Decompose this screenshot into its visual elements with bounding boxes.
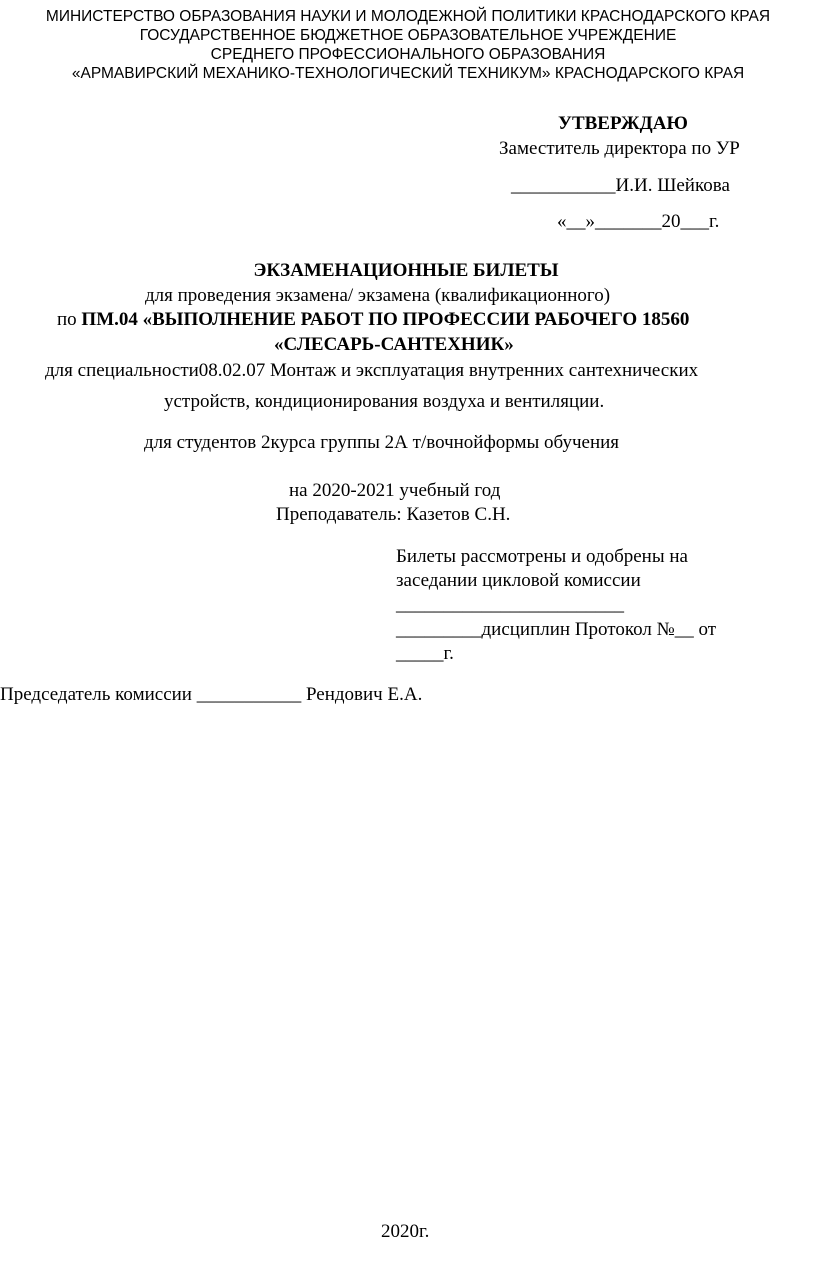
- exam-purpose: для проведения экзамена/ экзамена (квалификационного): [145, 285, 611, 306]
- module-prefix: по: [57, 309, 82, 330]
- chairman-line: Председатель комиссии ___________ Рендович Е.А.: [0, 684, 423, 705]
- approval-position: Заместитель директора по УР: [499, 138, 740, 159]
- specialty-line-1: для специальности08.02.07 Монтаж и эксплуатация внутренних сантехнических: [45, 360, 699, 381]
- approval-date: «__»_______20___г.: [557, 211, 720, 232]
- students-line: для студентов 2курса группы 2А т/вочнойформы обучения: [144, 432, 620, 453]
- commission-line-5: _____г.: [396, 643, 454, 664]
- teacher-line: Преподаватель: Казетов С.Н.: [276, 504, 511, 525]
- module-line-1: [57, 308, 689, 332]
- commission-line-1: Билеты рассмотрены и одобрены на: [396, 546, 688, 567]
- commission-line-3: ________________________: [396, 594, 624, 615]
- header-line-4: «АРМАВИРСКИЙ МЕХАНИКО-ТЕХНОЛОГИЧЕСКИЙ ТЕХНИКУМ» КРАСНОДАРСКОГО КРАЯ: [71, 65, 745, 82]
- header-line-3: СРЕДНЕГО ПРОФЕССИОНАЛЬНОГО ОБРАЗОВАНИЯ: [210, 46, 606, 63]
- exam-title: [0, 259, 816, 283]
- commission-line-4: _________дисциплин Протокол №__ от: [396, 619, 717, 640]
- exam-title-text: ЭКЗАМЕНАЦИОННЫЕ БИЛЕТЫ: [253, 260, 559, 281]
- module-line-2: «СЛЕСАРЬ-САНТЕХНИК»: [274, 334, 514, 355]
- header-line-1: МИНИСТЕРСТВО ОБРАЗОВАНИЯ НАУКИ И МОЛОДЕЖНОЙ ПОЛИТИКИ КРАСНОДАРСКОГО КРАЯ: [45, 8, 771, 25]
- footer-year: 2020г.: [381, 1221, 430, 1242]
- approval-title: УТВЕРЖДАЮ: [558, 113, 688, 134]
- academic-year: на 2020-2021 учебный год: [289, 480, 501, 501]
- approval-signature: ___________И.И. Шейкова: [511, 175, 730, 196]
- specialty-line-2: устройств, кондиционирования воздуха и вентиляции.: [164, 391, 605, 412]
- module-title-1: ПМ.04 «ВЫПОЛНЕНИЕ РАБОТ ПО ПРОФЕССИИ РАБОЧЕГО 18560: [81, 309, 690, 330]
- header-line-2: ГОСУДАРСТВЕННОЕ БЮДЖЕТНОЕ ОБРАЗОВАТЕЛЬНОЕ УЧРЕЖДЕНИЕ: [139, 27, 677, 44]
- commission-line-2: заседании цикловой комиссии: [396, 570, 641, 591]
